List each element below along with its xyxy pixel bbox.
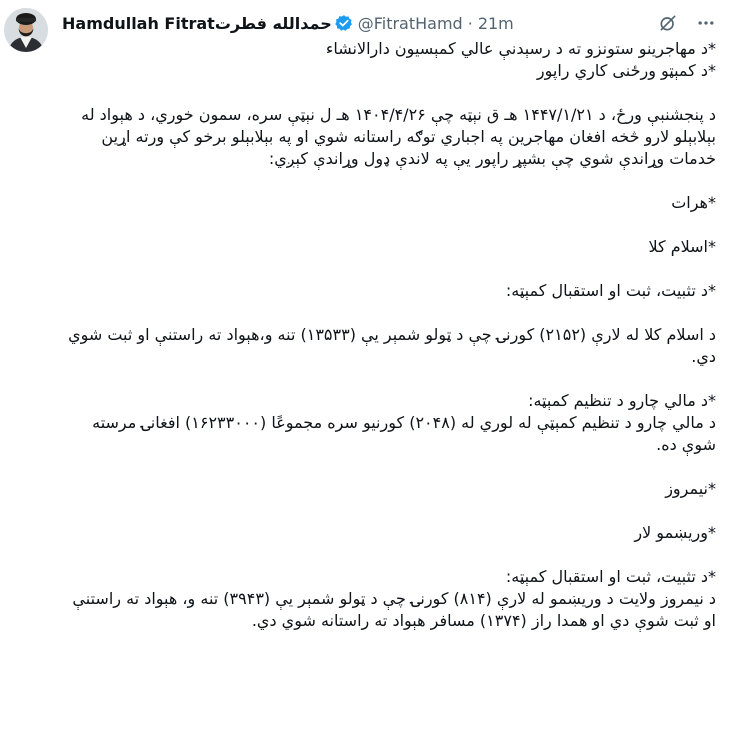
paragraph-gap — [62, 500, 716, 522]
tweet-line: *هرات — [671, 193, 716, 212]
tweet-line: *د مالي چارو د تنظیم کمېټه: — [528, 391, 716, 410]
tweet-time[interactable]: 21m — [477, 13, 514, 33]
tweet-line: د نیمروز ولایت د وریښمو له لارې (۸۱۴) کورنۍ چې د ټولو شمېر یې (۳۹۴۳) تنه و، هېواد ته راستنې او ثبت شوې دي او همدا راز (۱۳۷۴) مسافر هېواد ته راستانه شوي دي. — [72, 589, 716, 630]
author-name-ps[interactable]: حمدالله فطرت — [214, 13, 332, 33]
paragraph-gap — [62, 302, 716, 324]
paragraph-gap — [62, 258, 716, 280]
more-options-icon[interactable] — [692, 10, 720, 36]
tweet-line: *د کمېټو ورځنی کاري راپور — [536, 61, 716, 80]
tweet-line: د پنجشنبې ورځ، د ۱۴۴۷/۱/۲۱ هـ ق نېټه چې ۱۴۰۴/۴/۲۶ هـ ل نېټې سره، سمون خوري، د هېواد له بېلابېلو لارو څخه افغان مهاجرین په اجباري توګه راستانه شوي او په بېلابېلو برخو کې ورته اړین خدمات وړاندې شوي چې بشپړ راپور یې په لاندې ډول وړاندې کېږي: — [81, 105, 716, 168]
paragraph-gap — [62, 214, 716, 236]
tweet-text — [62, 38, 716, 632]
tweet-line: د مالي چارو د تنظیم کمېټې له لوري له (۲۰۴۸) کورنیو سره مجموعًا (۱۶۲۳۳۰۰۰) افغانۍ مرسته شوې ده. — [92, 413, 716, 454]
grok-icon[interactable] — [654, 10, 682, 36]
author-name-en[interactable]: Hamdullah Fitrat — [62, 13, 215, 33]
paragraph-gap — [62, 544, 716, 566]
tweet-line: *اسلام کلا — [648, 237, 716, 256]
paragraph-gap — [62, 170, 716, 192]
meta-separator: · — [467, 13, 473, 33]
author-avatar[interactable] — [4, 8, 48, 52]
verified-badge-icon — [335, 14, 353, 32]
tweet-header — [62, 10, 720, 36]
tweet-line: *وریښمو لار — [634, 523, 716, 542]
tweet-line: *نیمروز — [665, 479, 716, 498]
tweet-line: *د تثبیت، ثبت او استقبال کمېټه: — [505, 281, 716, 300]
paragraph-gap — [62, 368, 716, 390]
tweet-line: *د مهاجرینو ستونزو ته د رسېدنې عالي کمېسیون دارالانشاء — [325, 39, 716, 58]
paragraph-gap — [62, 82, 716, 104]
tweet-line: د اسلام کلا له لارې (۲۱۵۲) کورنۍ چې د ټولو شمېر یې (۱۳۵۳۳) تنه و،هېواد ته راستنې او ثبت شوي دي. — [68, 325, 716, 366]
tweet-line: *د تثبیت، ثبت او استقبال کمېټه: — [505, 567, 716, 586]
author-handle[interactable]: @FitratHamd — [357, 13, 463, 33]
paragraph-gap — [62, 456, 716, 478]
